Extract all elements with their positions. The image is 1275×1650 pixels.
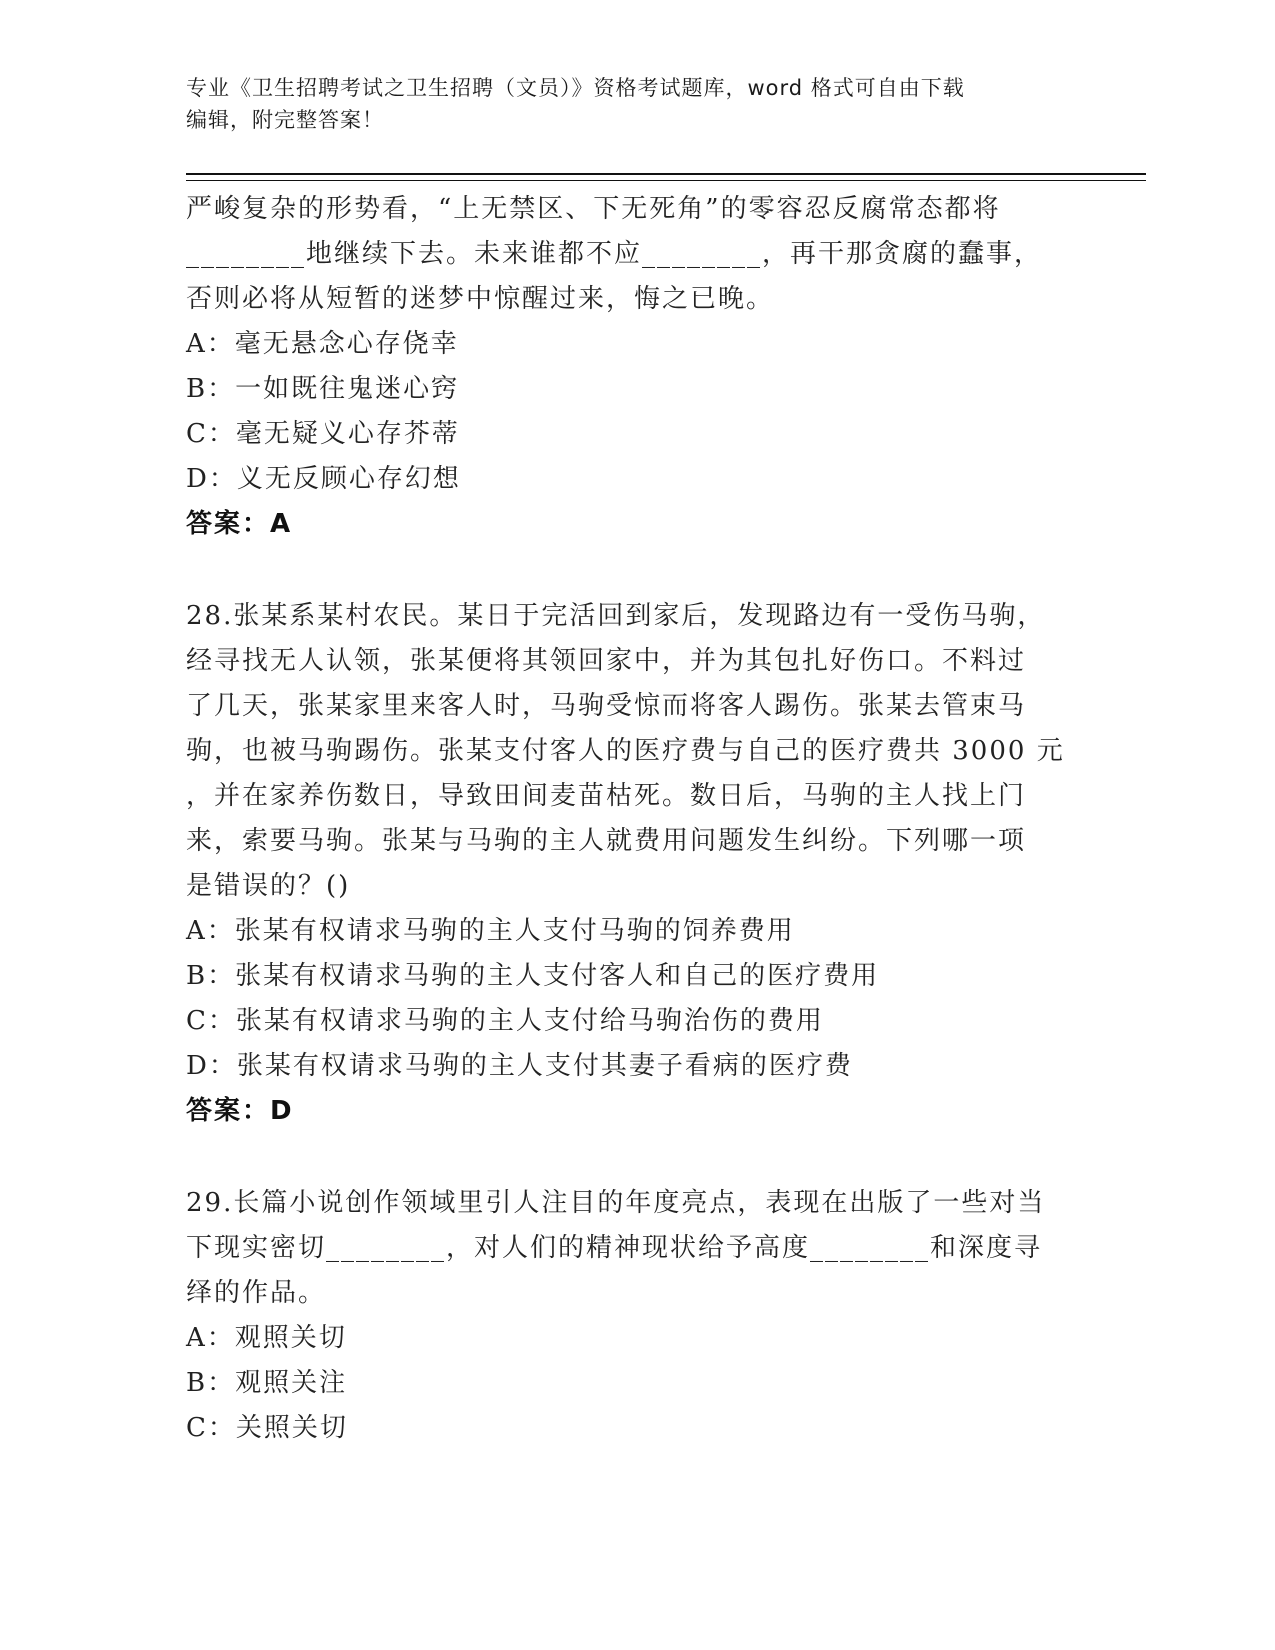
- option-c: C：毫无疑义心存芥蒂: [186, 419, 460, 449]
- spacer: [186, 1134, 1066, 1181]
- question-text-line: 来，索要马驹。张某与马驹的主人就费用问题发生纠纷。下列哪一项: [186, 826, 1027, 856]
- header-line-2: 编辑，附完整答案！: [186, 108, 384, 132]
- question-27: [186, 187, 1066, 547]
- option-b: B：观照关注: [186, 1368, 348, 1398]
- question-content: [186, 187, 1066, 1451]
- question-text-line: 下现实密切________，对人们的精神现状给予高度________和深度寻: [186, 1233, 1043, 1263]
- question-28: [186, 594, 1066, 1134]
- header-divider-thin: [186, 180, 1146, 181]
- option-a: A：毫无悬念心存侥幸: [186, 329, 459, 359]
- option-b: B：张某有权请求马驹的主人支付客人和自己的医疗费用: [186, 961, 880, 991]
- option-c: C：张某有权请求马驹的主人支付给马驹治伤的费用: [186, 1006, 824, 1036]
- header-divider-thick: [186, 173, 1146, 175]
- question-29: [186, 1181, 1066, 1451]
- option-c: C：关照关切: [186, 1413, 348, 1443]
- question-text-line: 28.张某系某村农民。某日于完活回到家后，发现路边有一受伤马驹，: [186, 601, 1046, 631]
- spacer: [186, 547, 1066, 594]
- question-text-line: 是错误的？(): [186, 871, 351, 901]
- answer-label: 答案：D: [186, 1096, 294, 1126]
- question-text-line: 否则必将从短暂的迷梦中惊醒过来，悔之已晚。: [186, 284, 775, 314]
- question-text-line: 绎的作品。: [186, 1278, 327, 1308]
- question-text-line: 了几天，张某家里来客人时，马驹受惊而将客人踢伤。张某去管束马: [186, 691, 1027, 721]
- question-text-line: 驹，也被马驹踢伤。张某支付客人的医疗费与自己的医疗费共 3000 元: [186, 736, 1065, 766]
- question-text-line: ________地继续下去。未来谁都不应________，再干那贪腐的蠢事，: [186, 239, 1043, 269]
- question-text-line: 经寻找无人认领，张某便将其领回家中，并为其包扎好伤口。不料过: [186, 646, 1027, 676]
- option-d: D：张某有权请求马驹的主人支付其妻子看病的医疗费: [186, 1051, 853, 1081]
- document-header: [186, 72, 1066, 136]
- option-d: D：义无反顾心存幻想: [186, 464, 461, 494]
- option-b: B：一如既往鬼迷心窍: [186, 374, 460, 404]
- header-line-1: 专业《卫生招聘考试之卫生招聘（文员）》资格考试题库，word 格式可自由下载: [186, 76, 965, 100]
- question-text-line: ，并在家养伤数日，导致田间麦苗枯死。数日后，马驹的主人找上门: [186, 781, 1027, 811]
- option-a: A：张某有权请求马驹的主人支付马驹的饲养费用: [186, 916, 795, 946]
- option-a: A：观照关切: [186, 1323, 347, 1353]
- answer-label: 答案：A: [186, 509, 293, 539]
- question-text-line: 29.长篇小说创作领域里引人注目的年度亮点，表现在出版了一些对当: [186, 1188, 1046, 1218]
- question-text-line: 严峻复杂的形势看，“上无禁区、下无死角”的零容忍反腐常态都将: [186, 194, 1001, 224]
